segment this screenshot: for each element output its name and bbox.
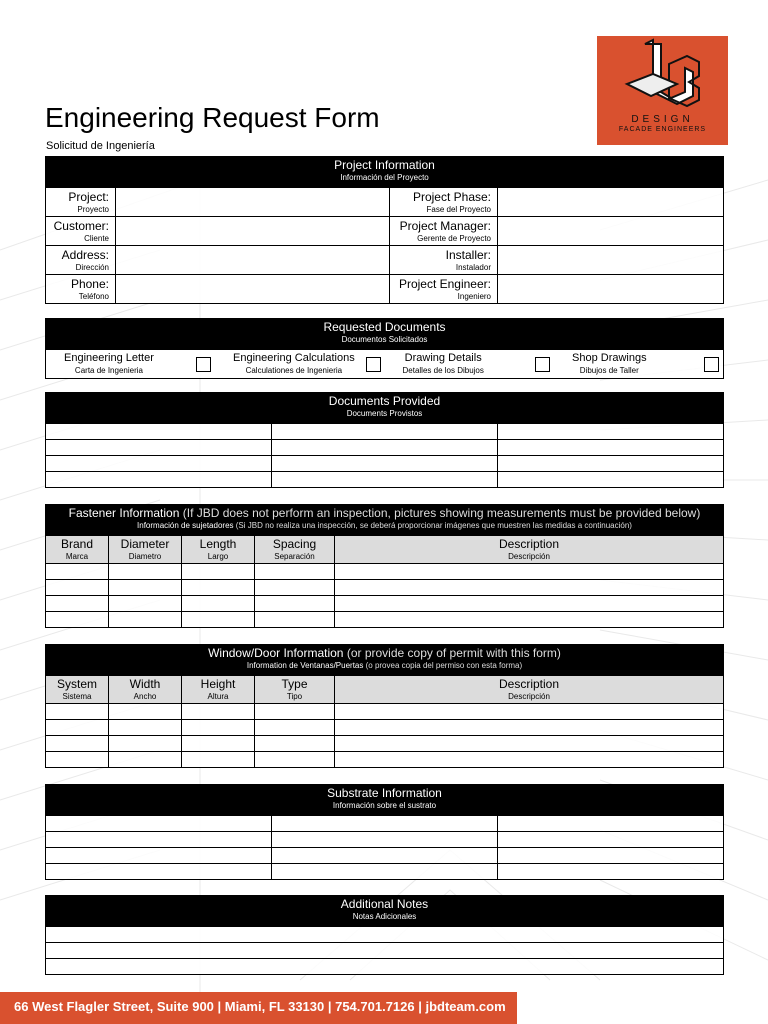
table-cell[interactable] <box>46 596 109 612</box>
label-project-manager: Project Manager: Gerente de Proyecto <box>390 217 498 246</box>
table-cell[interactable] <box>335 704 724 720</box>
column-header-spacing: Spacing Separación <box>255 536 335 564</box>
substrate-table <box>45 815 724 880</box>
requested-documents-section <box>45 318 724 379</box>
table-cell[interactable] <box>255 564 335 580</box>
section-title: Window/Door Information <box>208 646 344 660</box>
project-phase-field[interactable] <box>498 188 724 217</box>
table-cell[interactable] <box>109 704 182 720</box>
table-cell[interactable] <box>498 440 724 456</box>
notes-table <box>45 926 724 975</box>
column-header-length: Length Largo <box>182 536 255 564</box>
column-header-system: System Sistema <box>46 676 109 704</box>
table-cell[interactable] <box>182 612 255 628</box>
table-cell[interactable] <box>109 720 182 736</box>
additional-notes-section <box>45 895 724 975</box>
table-cell[interactable] <box>46 704 109 720</box>
column-header-diameter: Diameter Diametro <box>109 536 182 564</box>
table-cell[interactable] <box>46 832 272 848</box>
section-note-es: (o provea copia del permiso con esta forma) <box>365 661 523 670</box>
requested-documents-table <box>45 349 724 379</box>
page-subtitle: Solicitud de Ingeniería <box>46 140 155 152</box>
page-title: Engineering Request Form <box>45 102 380 133</box>
table-cell[interactable] <box>46 564 109 580</box>
table-cell[interactable] <box>109 612 182 628</box>
section-title: Documents Provided <box>328 394 441 408</box>
table-cell[interactable] <box>46 472 272 488</box>
table-cell[interactable] <box>498 848 724 864</box>
table-cell[interactable] <box>272 456 498 472</box>
table-cell[interactable] <box>272 848 498 864</box>
table-cell[interactable] <box>255 596 335 612</box>
table-cell[interactable] <box>109 736 182 752</box>
section-title: Substrate Information <box>327 786 442 800</box>
label-phone: Phone: Teléfono <box>46 275 116 304</box>
section-title-es: Información del Proyecto <box>340 173 429 182</box>
section-header <box>45 895 724 926</box>
section-title-es: Information de Ventanas/Puertas <box>246 661 364 670</box>
doc-option-engineering-calculations: Engineering Calculations Calculationes de Ingenieria <box>215 350 385 379</box>
documents-provided-section <box>45 392 724 488</box>
table-cell[interactable] <box>182 736 255 752</box>
label-address: Address: Dirección <box>46 246 116 275</box>
substrate-information-section <box>45 784 724 880</box>
label-installer: Installer: Instalador <box>390 246 498 275</box>
column-header-width: Width Ancho <box>109 676 182 704</box>
fastener-information-section <box>45 504 724 628</box>
table-cell[interactable] <box>335 580 724 596</box>
doc-option-engineering-letter: Engineering Letter Carta de Ingenieria <box>46 350 216 379</box>
table-cell[interactable] <box>182 564 255 580</box>
table-cell[interactable] <box>272 832 498 848</box>
customer-field[interactable] <box>116 217 390 246</box>
label-customer: Customer: Cliente <box>46 217 116 246</box>
phone-field[interactable] <box>116 275 390 304</box>
column-header-brand: Brand Marca <box>46 536 109 564</box>
footer-contact-bar: 66 West Flagler Street, Suite 900 | Miami, FL 33130 | 754.701.7126 | jbdteam.com <box>0 992 517 1024</box>
section-title-es: Documents Provistos <box>346 409 423 418</box>
table-cell[interactable] <box>46 456 272 472</box>
table-cell[interactable] <box>182 580 255 596</box>
section-title-es: Documentos Solicitados <box>341 335 428 344</box>
table-cell[interactable] <box>109 752 182 768</box>
table-cell[interactable] <box>272 472 498 488</box>
section-note: (If JBD does not perform an inspection, pictures showing measurements must be provided below) <box>182 506 701 520</box>
table-cell[interactable] <box>335 596 724 612</box>
table-cell[interactable] <box>109 564 182 580</box>
shop-drawings-checkbox[interactable] <box>704 357 719 372</box>
column-header-description: Description Descripción <box>335 676 724 704</box>
section-title-es: Información de sujetadores <box>137 521 234 530</box>
section-title-es: Información sobre el sustrato <box>332 801 437 810</box>
window-door-information-section <box>45 644 724 768</box>
doc-option-shop-drawings: Shop Drawings Dibujos de Taller <box>554 350 724 379</box>
table-cell[interactable] <box>272 424 498 440</box>
section-title: Requested Documents <box>323 320 446 334</box>
table-cell[interactable] <box>46 736 109 752</box>
table-cell[interactable] <box>335 564 724 580</box>
table-cell[interactable] <box>335 720 724 736</box>
engineering-letter-checkbox[interactable] <box>196 357 211 372</box>
label-project-phase: Project Phase: Fase del Proyecto <box>390 188 498 217</box>
table-cell[interactable] <box>46 612 109 628</box>
table-cell[interactable] <box>255 612 335 628</box>
table-cell[interactable] <box>272 440 498 456</box>
section-header <box>45 504 724 535</box>
table-cell[interactable] <box>46 580 109 596</box>
table-cell[interactable] <box>255 736 335 752</box>
section-header <box>45 784 724 815</box>
column-header-type: Type Tipo <box>255 676 335 704</box>
section-note-es: (Si JBD no realiza una inspección, se deberá proporcionar imágenes que muestren las medidas a continuación) <box>235 521 632 530</box>
address-field[interactable] <box>116 246 390 275</box>
table-cell[interactable] <box>498 472 724 488</box>
fastener-table <box>45 535 724 628</box>
logo-text-facade-engineers: FACADE ENGINEERS <box>618 126 707 133</box>
table-cell[interactable] <box>272 864 498 880</box>
table-cell[interactable] <box>109 580 182 596</box>
notes-line[interactable] <box>46 927 724 943</box>
table-cell[interactable] <box>46 424 272 440</box>
documents-provided-table <box>45 423 724 488</box>
table-cell[interactable] <box>335 736 724 752</box>
table-cell[interactable] <box>498 456 724 472</box>
installer-field[interactable] <box>498 246 724 275</box>
section-header <box>45 644 724 675</box>
table-cell[interactable] <box>182 720 255 736</box>
logo-mark-icon <box>597 36 728 112</box>
company-logo <box>597 36 728 145</box>
project-field[interactable] <box>116 188 390 217</box>
section-header <box>45 156 724 187</box>
table-cell[interactable] <box>109 596 182 612</box>
table-cell[interactable] <box>498 816 724 832</box>
section-title: Project Information <box>334 158 435 172</box>
table-cell[interactable] <box>46 816 272 832</box>
table-cell[interactable] <box>182 704 255 720</box>
label-project-engineer: Project Engineer: Ingeniero <box>390 275 498 304</box>
drawing-details-checkbox[interactable] <box>535 357 550 372</box>
doc-option-drawing-details: Drawing Details Detalles de los Dibujos <box>385 350 555 379</box>
table-cell[interactable] <box>255 580 335 596</box>
table-cell[interactable] <box>255 704 335 720</box>
project-info-table <box>45 187 724 304</box>
section-title: Additional Notes <box>340 897 429 911</box>
table-cell[interactable] <box>498 864 724 880</box>
column-header-description: Description Descripción <box>335 536 724 564</box>
table-cell[interactable] <box>335 612 724 628</box>
notes-line[interactable] <box>46 943 724 959</box>
table-cell[interactable] <box>498 424 724 440</box>
project-information-section <box>45 156 724 304</box>
table-cell[interactable] <box>255 752 335 768</box>
window-door-table <box>45 675 724 768</box>
table-cell[interactable] <box>255 720 335 736</box>
table-cell[interactable] <box>335 752 724 768</box>
section-title-es: Notas Adicionales <box>352 912 417 921</box>
table-cell[interactable] <box>272 816 498 832</box>
table-cell[interactable] <box>498 832 724 848</box>
project-manager-field[interactable] <box>498 217 724 246</box>
column-header-height: Height Altura <box>182 676 255 704</box>
table-cell[interactable] <box>182 596 255 612</box>
notes-line[interactable] <box>46 959 724 975</box>
project-engineer-field[interactable] <box>498 275 724 304</box>
label-project: Project: Proyecto <box>46 188 116 217</box>
section-note: (or provide copy of permit with this form) <box>346 646 561 660</box>
engineering-calculations-checkbox[interactable] <box>366 357 381 372</box>
table-cell[interactable] <box>46 752 109 768</box>
table-cell[interactable] <box>182 752 255 768</box>
table-cell[interactable] <box>46 440 272 456</box>
section-header <box>45 318 724 349</box>
logo-text-design: DESIGN <box>631 114 694 125</box>
table-cell[interactable] <box>46 720 109 736</box>
table-cell[interactable] <box>46 848 272 864</box>
table-cell[interactable] <box>46 864 272 880</box>
section-header <box>45 392 724 423</box>
section-title: Fastener Information <box>68 506 180 520</box>
